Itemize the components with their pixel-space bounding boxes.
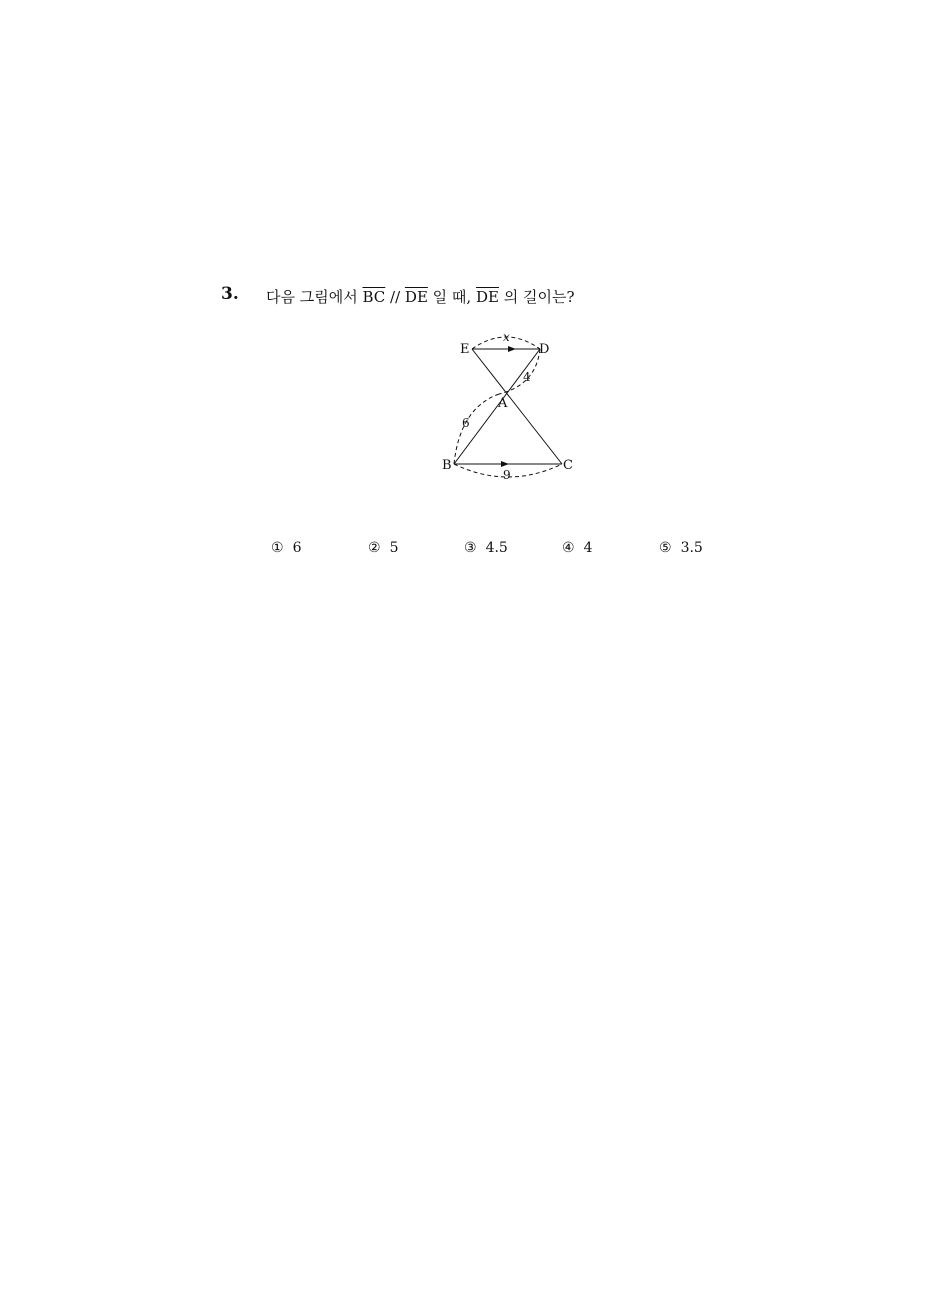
choice-1-value: 6 [292, 540, 302, 556]
segment-de-asked: $\overline{DE}$ [475, 288, 499, 306]
question-3 [0, 0, 926, 600]
length-label-bc: 9 [503, 468, 511, 482]
segment-de: $\overline{DE}$ [404, 288, 428, 306]
choice-4[interactable] [562, 540, 592, 556]
point-label-a: A [498, 396, 508, 411]
dashed-arc-ad [499, 349, 540, 394]
choice-2-mark: ② [368, 540, 381, 556]
choice-3-mark: ③ [464, 540, 477, 556]
point-label-d: D [539, 342, 550, 357]
question-text-before: 다음 그림에서 [266, 288, 363, 306]
choice-3-value: 4.5 [485, 540, 508, 556]
length-label-ab: 6 [462, 416, 470, 430]
parallel-symbol: // [385, 288, 405, 306]
question-text-middle: 일 때, [427, 288, 476, 306]
dashed-arc-ab [454, 394, 499, 464]
segment-bd-line [454, 349, 540, 464]
length-label-ed: x [503, 330, 510, 344]
geometry-figure [0, 0, 926, 600]
point-label-e: E [460, 342, 470, 357]
choice-5-mark: ⑤ [659, 540, 672, 556]
answer-choices [0, 540, 926, 560]
choice-3[interactable] [464, 540, 508, 556]
choice-1-mark: ① [271, 540, 284, 556]
choice-1[interactable] [271, 540, 301, 556]
question-text-after: 의 길이는? [498, 288, 575, 306]
choice-5[interactable] [659, 540, 703, 556]
segment-ec-line [472, 349, 562, 464]
choice-4-mark: ④ [562, 540, 575, 556]
choice-2-value: 5 [389, 540, 399, 556]
question-number: 3. [221, 284, 239, 304]
segment-bc: $\overline{BC}$ [362, 288, 386, 306]
choice-5-value: 3.5 [680, 540, 703, 556]
point-label-b: B [442, 458, 452, 473]
length-label-ad: 4 [523, 370, 531, 384]
choice-2[interactable] [368, 540, 398, 556]
choice-4-value: 4 [583, 540, 593, 556]
point-label-c: C [563, 458, 573, 473]
